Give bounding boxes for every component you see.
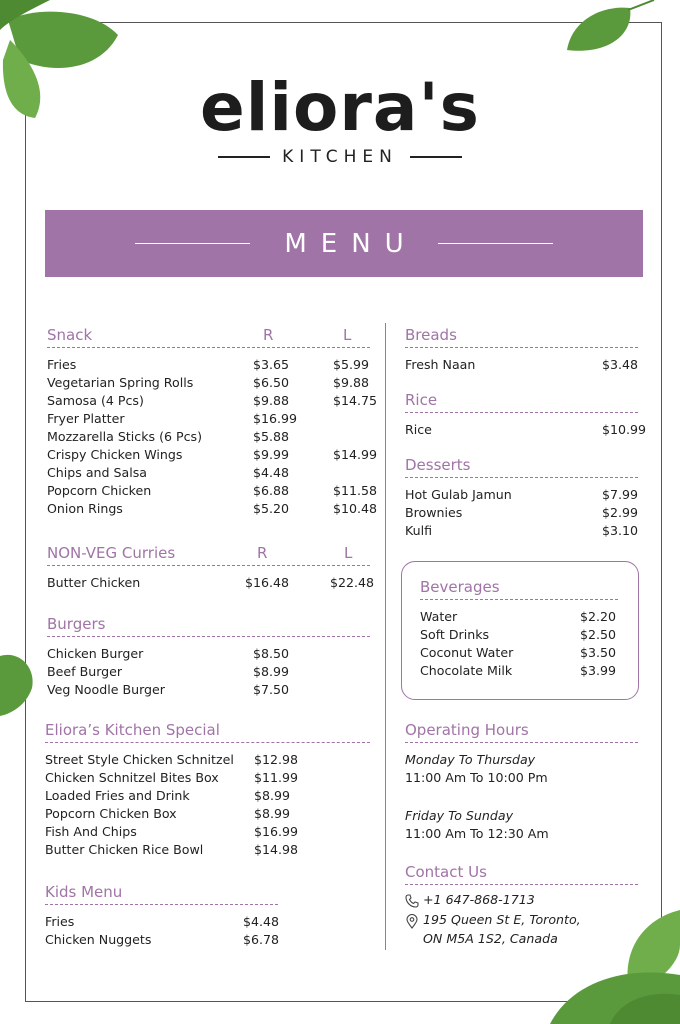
item-name: Mozzarella Sticks (6 Pcs) xyxy=(47,428,203,444)
menu-item xyxy=(45,768,370,786)
hours-weekend-label: Friday To Sunday xyxy=(405,807,514,823)
item-price: $7.50 xyxy=(253,681,290,697)
section-title: Beverages xyxy=(420,578,500,596)
banner-title: MENU xyxy=(284,228,418,259)
section-title: Kids Menu xyxy=(45,883,123,901)
item-price: $7.99 xyxy=(602,486,639,502)
item-name: Chips and Salsa xyxy=(47,464,148,480)
item-price-r: $4.48 xyxy=(253,464,290,480)
item-price: $3.48 xyxy=(602,356,639,372)
section-title: Operating Hours xyxy=(405,721,529,739)
item-name: Street Style Chicken Schnitzel xyxy=(45,751,234,767)
item-name: Vegetarian Spring Rolls xyxy=(47,374,194,390)
section-desserts xyxy=(405,452,638,539)
column-label-r: R xyxy=(257,544,268,562)
item-name: Loaded Fries and Drink xyxy=(45,787,190,803)
section-rule xyxy=(47,636,370,637)
section-header xyxy=(45,879,278,901)
section-rule xyxy=(405,347,638,348)
item-name: Fish And Chips xyxy=(45,823,137,839)
item-name: Chicken Burger xyxy=(47,645,144,661)
section-rice xyxy=(405,387,647,438)
item-price: $8.99 xyxy=(254,805,291,821)
item-price-l: $10.48 xyxy=(333,500,378,516)
menu-item xyxy=(405,355,638,373)
item-price: $3.99 xyxy=(580,662,617,678)
item-name: Butter Chicken Rice Bowl xyxy=(45,841,204,857)
item-price-l: $22.48 xyxy=(330,574,375,590)
item-name: Coconut Water xyxy=(420,644,514,660)
menu-item xyxy=(45,804,370,822)
item-price: $2.99 xyxy=(602,504,639,520)
item-name: Veg Noodle Burger xyxy=(47,681,165,697)
menu-item xyxy=(405,503,638,521)
menu-item xyxy=(420,625,618,643)
logo-rule-right xyxy=(410,156,462,158)
brand-name: eliora's xyxy=(200,69,480,146)
location-pin-icon xyxy=(405,914,419,929)
item-price: $8.99 xyxy=(253,663,290,679)
section-nonveg-curries xyxy=(47,540,375,591)
section-title: Snack xyxy=(47,326,93,344)
menu-item xyxy=(47,463,370,481)
section-header xyxy=(405,717,638,739)
section-header xyxy=(47,540,370,562)
item-name: Fryer Platter xyxy=(47,410,125,426)
item-name: Water xyxy=(420,608,458,624)
item-price-r: $6.50 xyxy=(253,374,290,390)
item-price-r: $9.99 xyxy=(253,446,290,462)
menu-item xyxy=(45,822,370,840)
section-rule xyxy=(45,742,370,743)
item-price-r: $6.88 xyxy=(253,482,290,498)
item-price-r: $9.88 xyxy=(253,392,290,408)
item-price: $3.50 xyxy=(580,644,617,660)
item-price-l: $9.88 xyxy=(333,374,370,390)
section-title: Desserts xyxy=(405,456,471,474)
section-title: Burgers xyxy=(47,615,106,633)
basil-leaf-left-middle xyxy=(0,648,36,718)
menu-item xyxy=(47,427,370,445)
section-title: Rice xyxy=(405,391,438,409)
menu-item xyxy=(45,750,370,768)
item-price-r: $16.48 xyxy=(245,574,290,590)
menu-item xyxy=(45,930,278,948)
contact-phone[interactable]: +1 647-868-1713 xyxy=(423,892,535,907)
item-name: Fresh Naan xyxy=(405,356,476,372)
item-price: $3.10 xyxy=(602,522,639,538)
menu-item xyxy=(47,662,370,680)
item-price-r: $5.20 xyxy=(253,500,290,516)
item-price: $11.99 xyxy=(254,769,299,785)
item-price-r: $16.99 xyxy=(253,410,298,426)
basil-leaf-top-right xyxy=(562,0,662,60)
section-kids-menu xyxy=(45,879,278,948)
section-header xyxy=(405,322,638,344)
section-operating-hours xyxy=(405,717,638,842)
section-snack xyxy=(47,322,378,517)
section-special xyxy=(45,717,370,858)
item-price: $10.99 xyxy=(602,421,647,437)
item-name: Fries xyxy=(47,356,77,372)
item-name: Popcorn Chicken Box xyxy=(45,805,177,821)
section-header xyxy=(47,322,370,344)
brand-logo xyxy=(0,69,680,167)
section-rule xyxy=(47,565,370,566)
section-rule xyxy=(47,347,370,348)
phone-icon xyxy=(405,894,419,908)
section-title: NON-VEG Curries xyxy=(47,544,176,562)
menu-item xyxy=(47,409,370,427)
menu-item xyxy=(47,573,375,591)
item-price: $8.50 xyxy=(253,645,290,661)
section-header xyxy=(405,452,638,474)
item-name: Butter Chicken xyxy=(47,574,141,590)
item-name: Kulfi xyxy=(405,522,433,538)
item-name: Chicken Schnitzel Bites Box xyxy=(45,769,219,785)
item-name: Fries xyxy=(45,913,75,929)
contact-phone-row xyxy=(405,892,638,908)
item-price-l: $11.58 xyxy=(333,482,378,498)
item-price-l: $5.99 xyxy=(333,356,370,372)
item-price-r: $3.65 xyxy=(253,356,290,372)
section-rule xyxy=(405,477,638,478)
menu-item xyxy=(420,607,618,625)
item-price-l: $14.75 xyxy=(333,392,378,408)
hours-weekday-time: 11:00 Am To 10:00 Pm xyxy=(405,769,548,785)
menu-item xyxy=(405,420,647,438)
menu-item xyxy=(420,661,618,679)
section-header xyxy=(420,574,618,596)
item-name: Rice xyxy=(405,421,432,437)
brand-subtitle: KITCHEN xyxy=(282,147,398,167)
item-name: Popcorn Chicken xyxy=(47,482,152,498)
section-header xyxy=(405,859,638,881)
menu-item xyxy=(47,481,378,499)
item-name: Onion Rings xyxy=(47,500,123,516)
item-price: $4.48 xyxy=(243,913,280,929)
item-price: $2.20 xyxy=(580,608,617,624)
banner-rule-left xyxy=(135,243,250,244)
section-burgers xyxy=(47,611,370,698)
logo-rule-left xyxy=(218,156,270,158)
item-name: Beef Burger xyxy=(47,663,123,679)
menu-item xyxy=(47,355,370,373)
menu-item xyxy=(45,912,278,930)
contact-address-line1: 195 Queen St E, Toronto, xyxy=(423,912,581,927)
column-label-l: L xyxy=(343,326,352,344)
item-name: Chicken Nuggets xyxy=(45,931,152,947)
item-price: $6.78 xyxy=(243,931,280,947)
section-rule xyxy=(405,742,638,743)
section-rule xyxy=(420,599,618,600)
menu-item xyxy=(405,485,638,503)
section-title: Contact Us xyxy=(405,863,487,881)
menu-item xyxy=(45,840,370,858)
section-header xyxy=(45,717,370,739)
column-label-r: R xyxy=(263,326,274,344)
menu-item xyxy=(405,521,638,539)
section-breads xyxy=(405,322,638,373)
section-header xyxy=(47,611,370,633)
section-header xyxy=(405,387,638,409)
brand-sub-row xyxy=(0,147,680,167)
item-price: $14.98 xyxy=(254,841,299,857)
menu-item xyxy=(47,391,378,409)
section-contact xyxy=(405,859,638,948)
contact-address-line2: ON M5A 1S2, Canada xyxy=(423,931,558,946)
section-beverages xyxy=(420,574,618,679)
menu-item xyxy=(420,643,618,661)
item-price-l: $14.99 xyxy=(333,446,378,462)
item-price: $16.99 xyxy=(254,823,299,839)
item-name: Chocolate Milk xyxy=(420,662,513,678)
item-name: Samosa (4 Pcs) xyxy=(47,392,144,408)
banner-rule-right xyxy=(438,243,553,244)
item-price: $8.99 xyxy=(254,787,291,803)
column-divider xyxy=(385,323,386,950)
menu-item xyxy=(47,680,370,698)
section-rule xyxy=(405,884,638,885)
section-rule xyxy=(45,904,278,905)
menu-item xyxy=(47,644,370,662)
item-name: Soft Drinks xyxy=(420,626,490,642)
menu-banner xyxy=(45,210,643,277)
item-name: Crispy Chicken Wings xyxy=(47,446,183,462)
item-price: $12.98 xyxy=(254,751,299,767)
contact-address-row xyxy=(405,912,638,948)
menu-item xyxy=(47,445,378,463)
item-price: $2.50 xyxy=(580,626,617,642)
section-title: Eliora’s Kitchen Special xyxy=(45,721,220,739)
item-price-r: $5.88 xyxy=(253,428,290,444)
section-title: Breads xyxy=(405,326,457,344)
section-rule xyxy=(405,412,638,413)
menu-item xyxy=(45,786,370,804)
column-label-l: L xyxy=(344,544,353,562)
hours-weekday-label: Monday To Thursday xyxy=(405,751,536,767)
menu-item xyxy=(47,373,370,391)
menu-item xyxy=(47,499,378,517)
item-name: Brownies xyxy=(405,504,463,520)
hours-weekend-time: 11:00 Am To 12:30 Am xyxy=(405,825,549,841)
item-name: Hot Gulab Jamun xyxy=(405,486,512,502)
